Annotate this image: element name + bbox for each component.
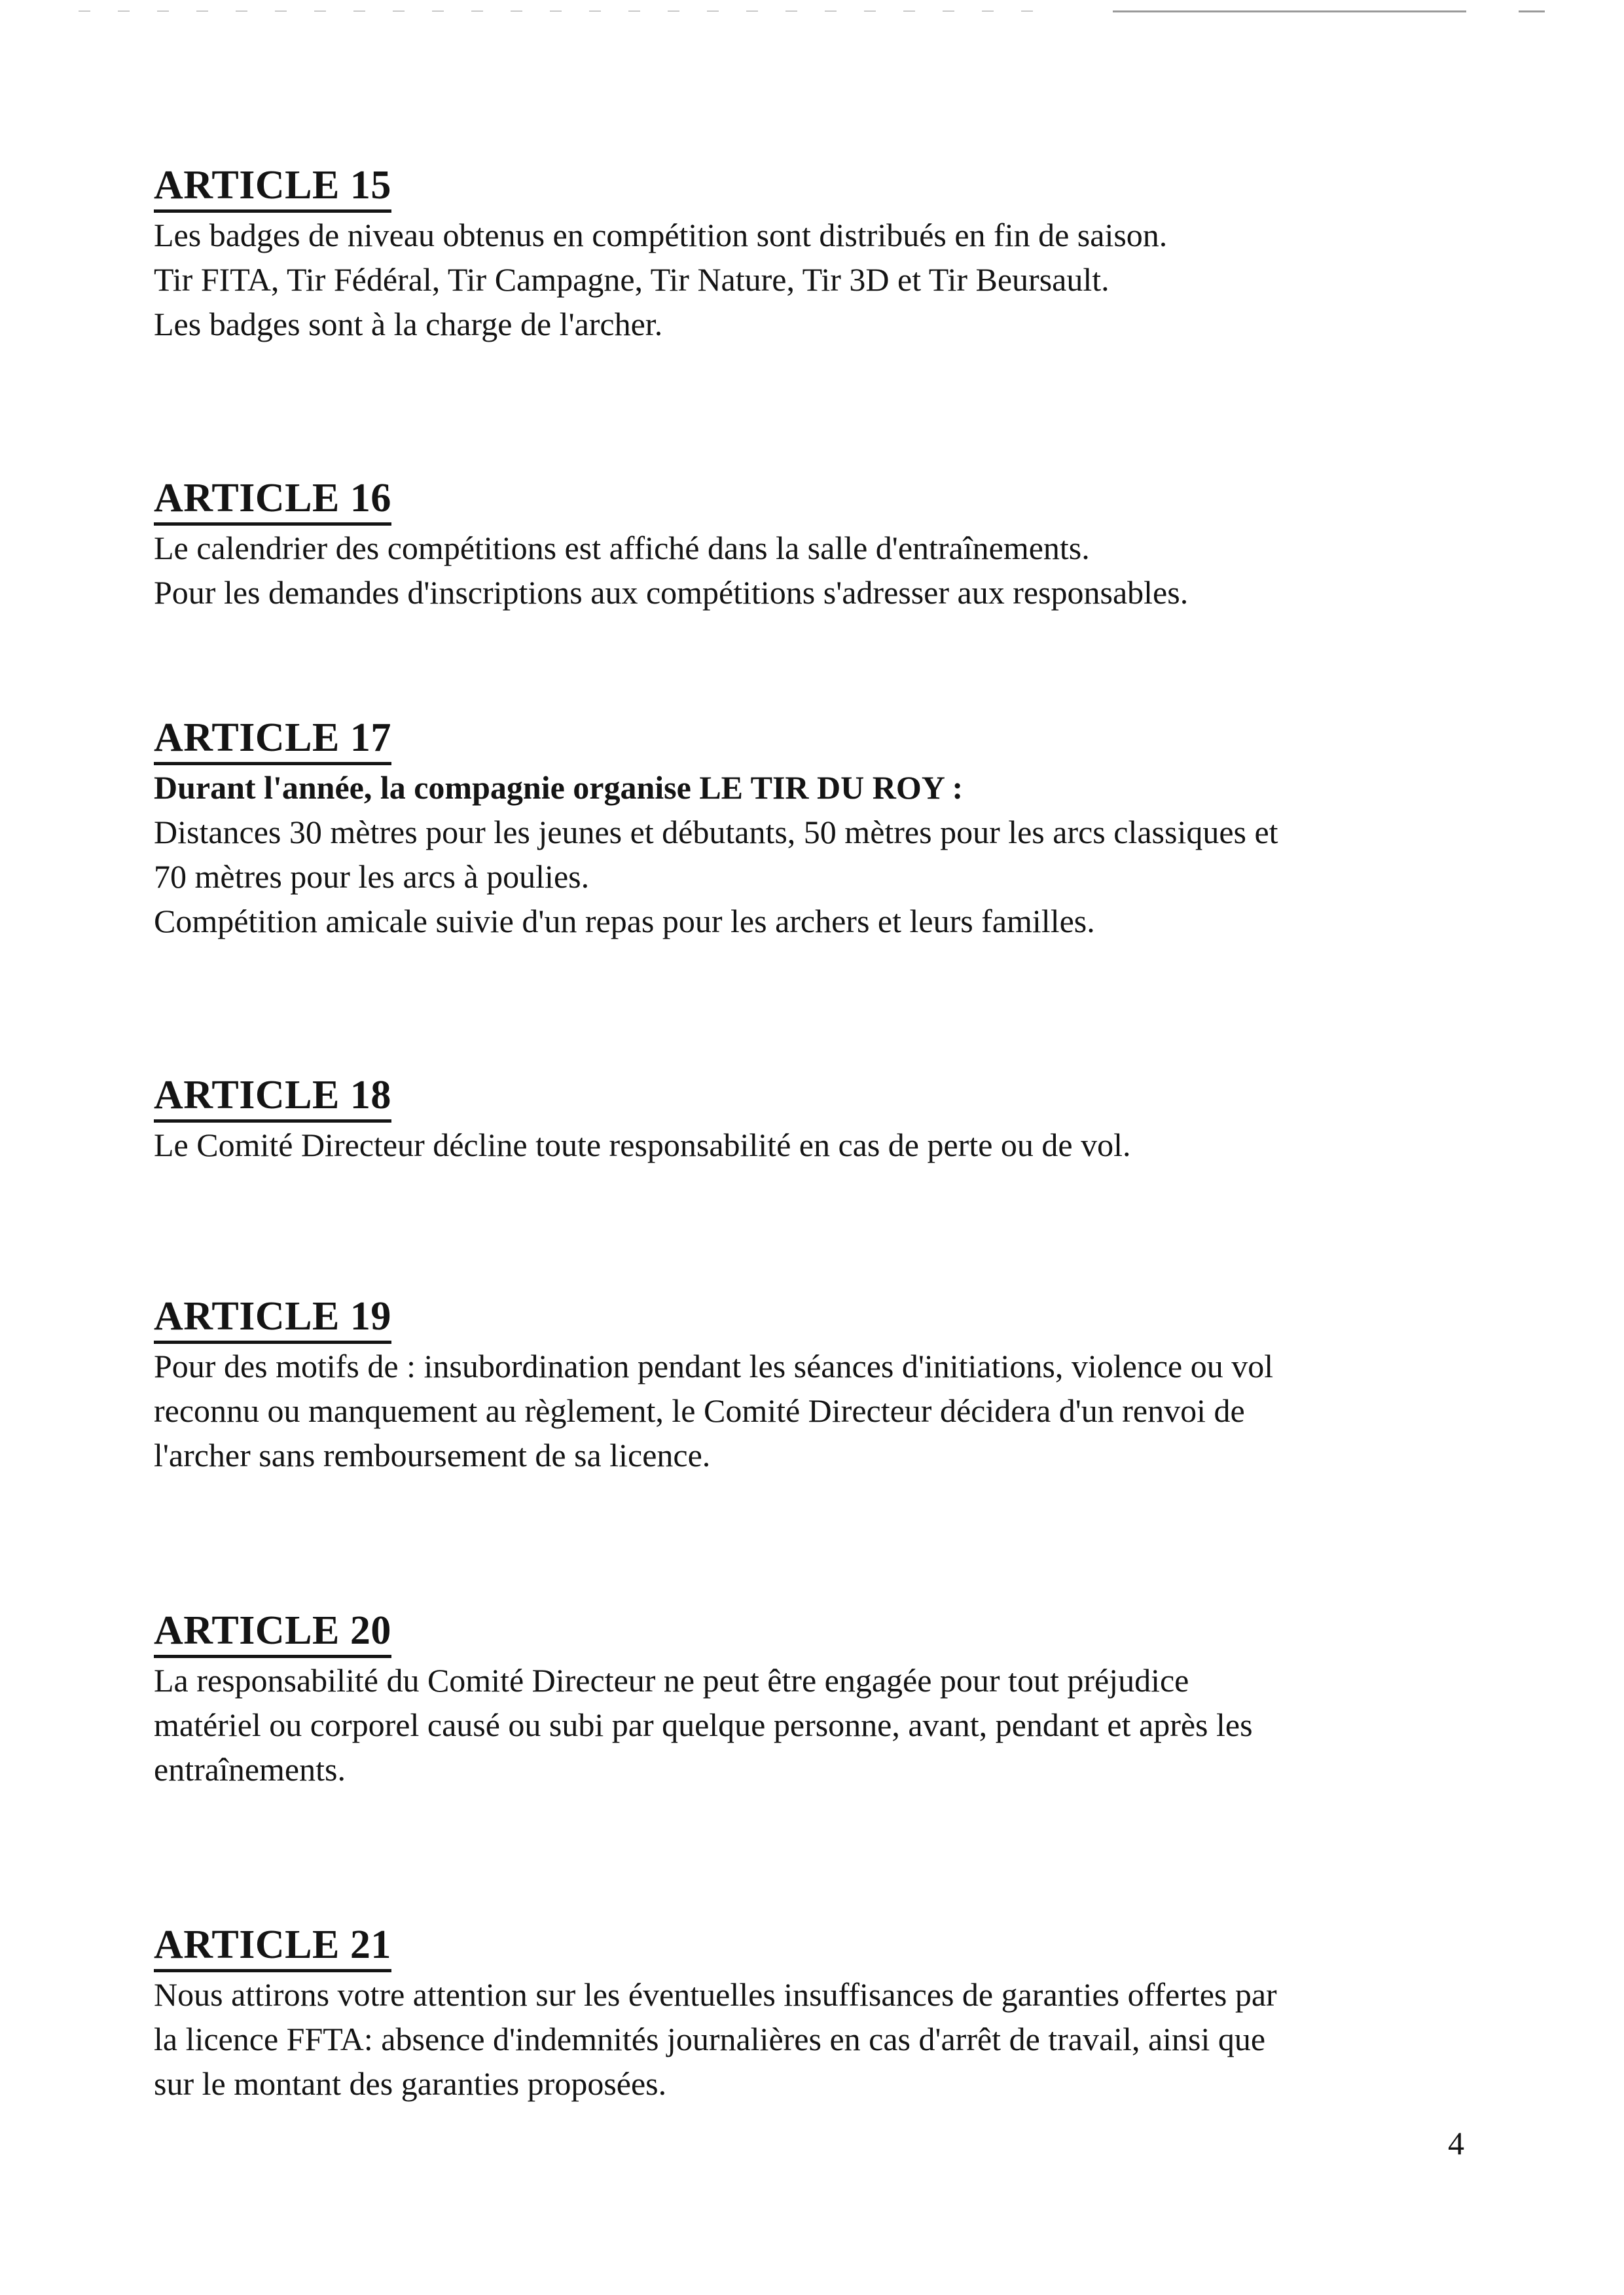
article-text-line: entraînements. [154,1751,346,1788]
article-text-line: La responsabilité du Comité Directeur ne peut être engagée pour tout préjudice [154,1662,1189,1699]
article-15 [154,161,1483,346]
article-text-line: Pour les demandes d'inscriptions aux compétitions s'adresser aux responsables. [154,574,1189,611]
article-21 [154,1921,1483,2106]
article-16 [154,474,1483,615]
article-text-line: Le Comité Directeur décline toute responsabilité en cas de perte ou de vol. [154,1127,1131,1163]
article-heading: ARTICLE 15 [154,161,391,213]
article-heading: ARTICLE 18 [154,1071,391,1123]
article-text-line: l'archer sans remboursement de sa licence. [154,1437,711,1473]
article-heading: ARTICLE 19 [154,1292,391,1344]
article-text-line: la licence FFTA: absence d'indemnités journalières en cas d'arrêt de travail, ainsi que [154,2021,1266,2057]
article-heading: ARTICLE 21 [154,1921,391,1972]
article-text-line: Le calendrier des compétitions est affiché dans la salle d'entraînements. [154,530,1090,566]
page-number: 4 [1448,2125,1464,2161]
article-text-line: 70 mètres pour les arcs à poulies. [154,858,590,895]
article-heading: ARTICLE 17 [154,714,391,765]
scan-artifact-line [1113,10,1466,12]
article-text-line: Pour des motifs de : insubordination pendant les séances d'initiations, violence ou vol [154,1348,1274,1384]
article-18 [154,1071,1483,1167]
article-text-line: matériel ou corporel causé ou subi par quelque personne, avant, pendant et après les [154,1707,1253,1743]
article-subheading: Durant l'année, la compagnie organise LE TIR DU ROY : [154,769,964,806]
article-text-line: Les badges sont à la charge de l'archer. [154,306,663,342]
article-19 [154,1292,1483,1477]
article-text-line: reconnu ou manquement au règlement, le Comité Directeur décidera d'un renvoi de [154,1392,1245,1429]
article-text-line: Les badges de niveau obtenus en compétition sont distribués en fin de saison. [154,217,1168,253]
article-text-line: sur le montant des garanties proposées. [154,2065,667,2102]
article-17 [154,714,1483,943]
article-text-line: Distances 30 mètres pour les jeunes et débutants, 50 mètres pour les arcs classiques et [154,814,1278,850]
article-text-line: Nous attirons votre attention sur les éventuelles insuffisances de garanties offertes par [154,1976,1277,2013]
scan-artifact-dotted-line [79,10,1060,12]
article-text-line: Tir FITA, Tir Fédéral, Tir Campagne, Tir Nature, Tir 3D et Tir Beursault. [154,261,1110,298]
article-heading: ARTICLE 20 [154,1606,391,1658]
scan-artifact-line [1519,10,1545,12]
article-20 [154,1606,1483,1792]
article-heading: ARTICLE 16 [154,474,391,526]
article-text-line: Compétition amicale suivie d'un repas pour les archers et leurs familles. [154,903,1095,939]
